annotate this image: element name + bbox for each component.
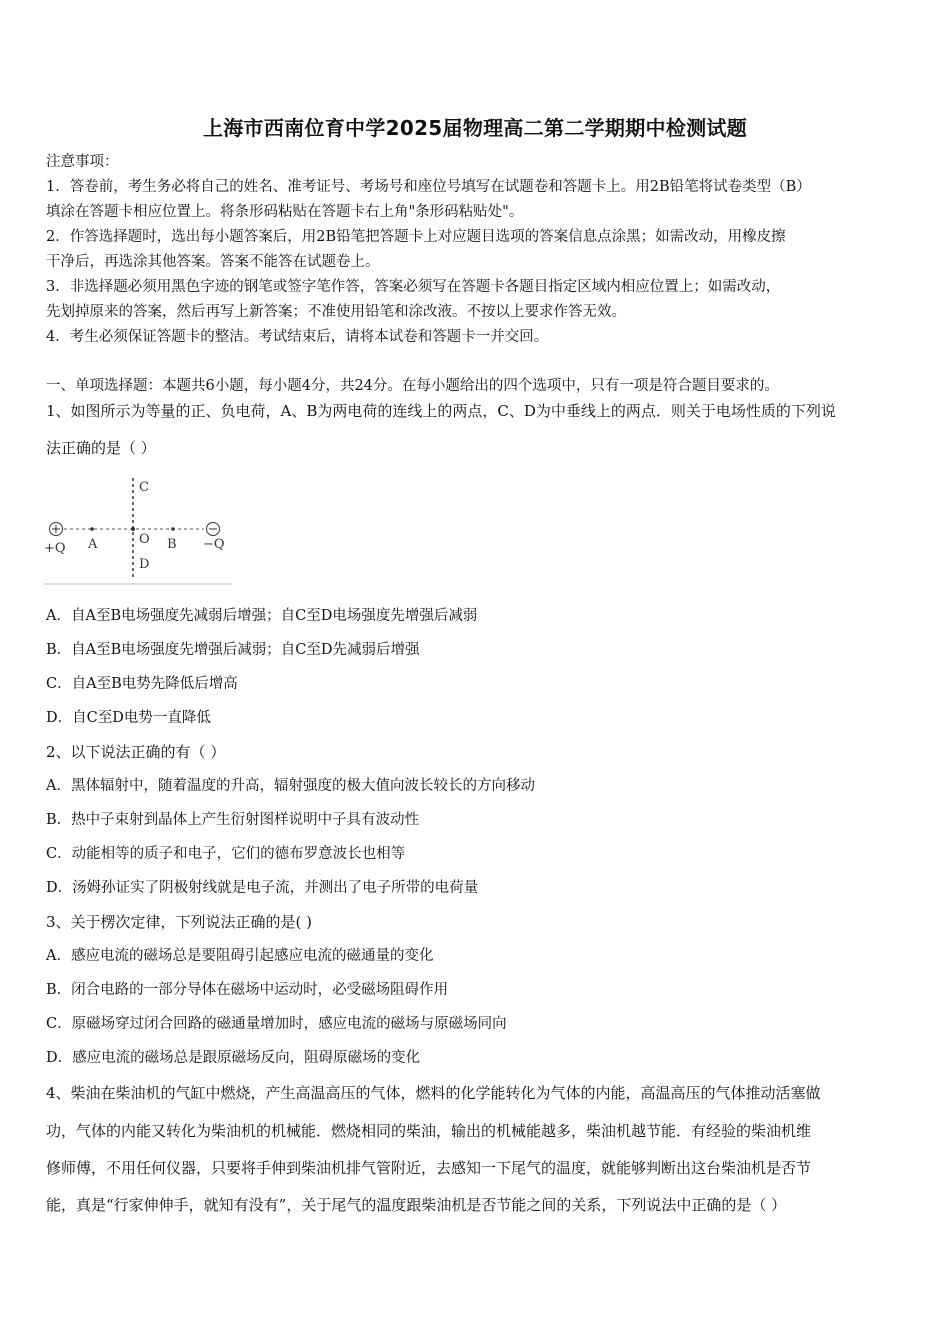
label-c: C <box>139 480 149 495</box>
point-o <box>131 527 135 531</box>
point-b <box>171 527 175 531</box>
label-o: O <box>139 532 150 547</box>
label-a: A <box>88 537 98 552</box>
question-4-stem: 4、柴油在柴油机的气缸中燃烧，产生高温高压的气体，燃料的化学能转化为气体的内能，高温高压的气体推动活塞做 <box>46 1084 821 1102</box>
question-4-stem: 能，真是“行家伸伸手，就知有没有”，关于尾气的温度跟柴油机是否节能之间的关系，下列说法中正确的是（ ） <box>46 1196 787 1214</box>
section-heading: 一、单项选择题：本题共6小题，每小题4分，共24分。在每小题给出的四个选项中，只有一项是符合题目要求的。 <box>46 378 779 394</box>
page-title: 上海市西南位育中学2025届物理高二第二学期期中检测试题 <box>202 116 748 140</box>
question-3-option-c: C．原磁场穿过闭合回路的磁通量增加时，感应电流的磁场与原磁场同向 <box>46 1016 507 1032</box>
point-a <box>90 527 94 531</box>
question-3-option-d: D．感应电流的磁场总是跟原磁场反向，阻碍原磁场的变化 <box>46 1050 421 1066</box>
label-minus-q: −Q <box>203 537 225 552</box>
question-2-option-d: D．汤姆孙证实了阴极射线就是电子流，并测出了电子所带的电荷量 <box>46 880 479 896</box>
notice-line: 1．答卷前，考生务必将自己的姓名、准考证号、考场号和座位号填写在试题卷和答题卡上。用2B铅笔将试卷类型（B） <box>46 179 811 195</box>
question-1-option-b: B．自A至B电场强度先增强后减弱；自C至D先减弱后增强 <box>46 642 420 658</box>
notice-heading: 注意事项： <box>46 154 119 170</box>
question-2-option-b: B．热中子束射到晶体上产生衍射图样说明中子具有波动性 <box>46 812 420 828</box>
question-3-option-a: A．感应电流的磁场总是要阻碍引起感应电流的磁通量的变化 <box>46 948 434 964</box>
question-1-stem: 1、如图所示为等量的正、负电荷，A、B为两电荷的连线上的两点，C、D为中垂线上的两点．则关于电场性质的下列说 <box>46 402 836 420</box>
label-b: B <box>167 537 177 552</box>
notice-line: 3．非选择题必须用黑色字迹的钢笔或签字笔作答，答案必须写在答题卡各题目指定区域内相应位置上；如需改动， <box>46 279 781 295</box>
question-3-stem: 3、关于楞次定律，下列说法正确的是( ) <box>46 913 313 931</box>
notice-line: 2．作答选择题时，选出每小题答案后，用2B铅笔把答题卡上对应题目选项的答案信息点涂黑；如需改动，用橡皮擦 <box>46 229 786 245</box>
question-1-option-d: D．自C至D电势一直降低 <box>46 710 211 726</box>
notice-line: 4．考生必须保证答题卡的整洁。考试结束后，请将本试卷和答题卡一并交回。 <box>46 329 549 345</box>
question-1-option-c: C．自A至B电势先降低后增高 <box>46 676 238 692</box>
notice-line: 干净后，再选涂其他答案。答案不能答在试题卷上。 <box>46 254 380 270</box>
positive-charge-symbol: + <box>50 522 62 537</box>
label-d: D <box>139 557 150 572</box>
question-3-option-b: B．闭合电路的一部分导体在磁场中运动时，必受磁场阻碍作用 <box>46 982 449 998</box>
question-4-stem: 功，气体的内能又转化为柴油机的机械能．燃烧相同的柴油，输出的机械能越多，柴油机越节能．有经验的柴油机维 <box>46 1122 812 1140</box>
notice-line: 填涂在答题卡相应位置上。将条形码粘贴在答题卡右上角"条形码粘贴处"。 <box>46 204 524 220</box>
charge-field-diagram <box>44 476 234 588</box>
question-2-option-a: A．黑体辐射中，随着温度的升高，辐射强度的极大值向波长较长的方向移动 <box>46 778 535 794</box>
question-1-stem-cont: 法正确的是（ ） <box>46 439 156 457</box>
question-2-stem: 2、以下说法正确的有（ ） <box>46 743 226 761</box>
negative-charge-symbol: − <box>207 522 219 537</box>
question-2-option-c: C．动能相等的质子和电子，它们的德布罗意波长也相等 <box>46 846 406 862</box>
notice-line: 先划掉原来的答案，然后再写上新答案；不准使用铅笔和涂改液。不按以上要求作答无效。 <box>46 304 626 320</box>
question-4-stem: 修师傅，不用任何仪器，只要将手伸到柴油机排气管附近，去感知一下尾气的温度，就能够判断出这台柴油机是否节 <box>46 1159 812 1177</box>
question-1-option-a: A．自A至B电场强度先减弱后增强；自C至D电场强度先增强后减弱 <box>46 608 478 624</box>
label-plus-q: +Q <box>44 541 66 556</box>
